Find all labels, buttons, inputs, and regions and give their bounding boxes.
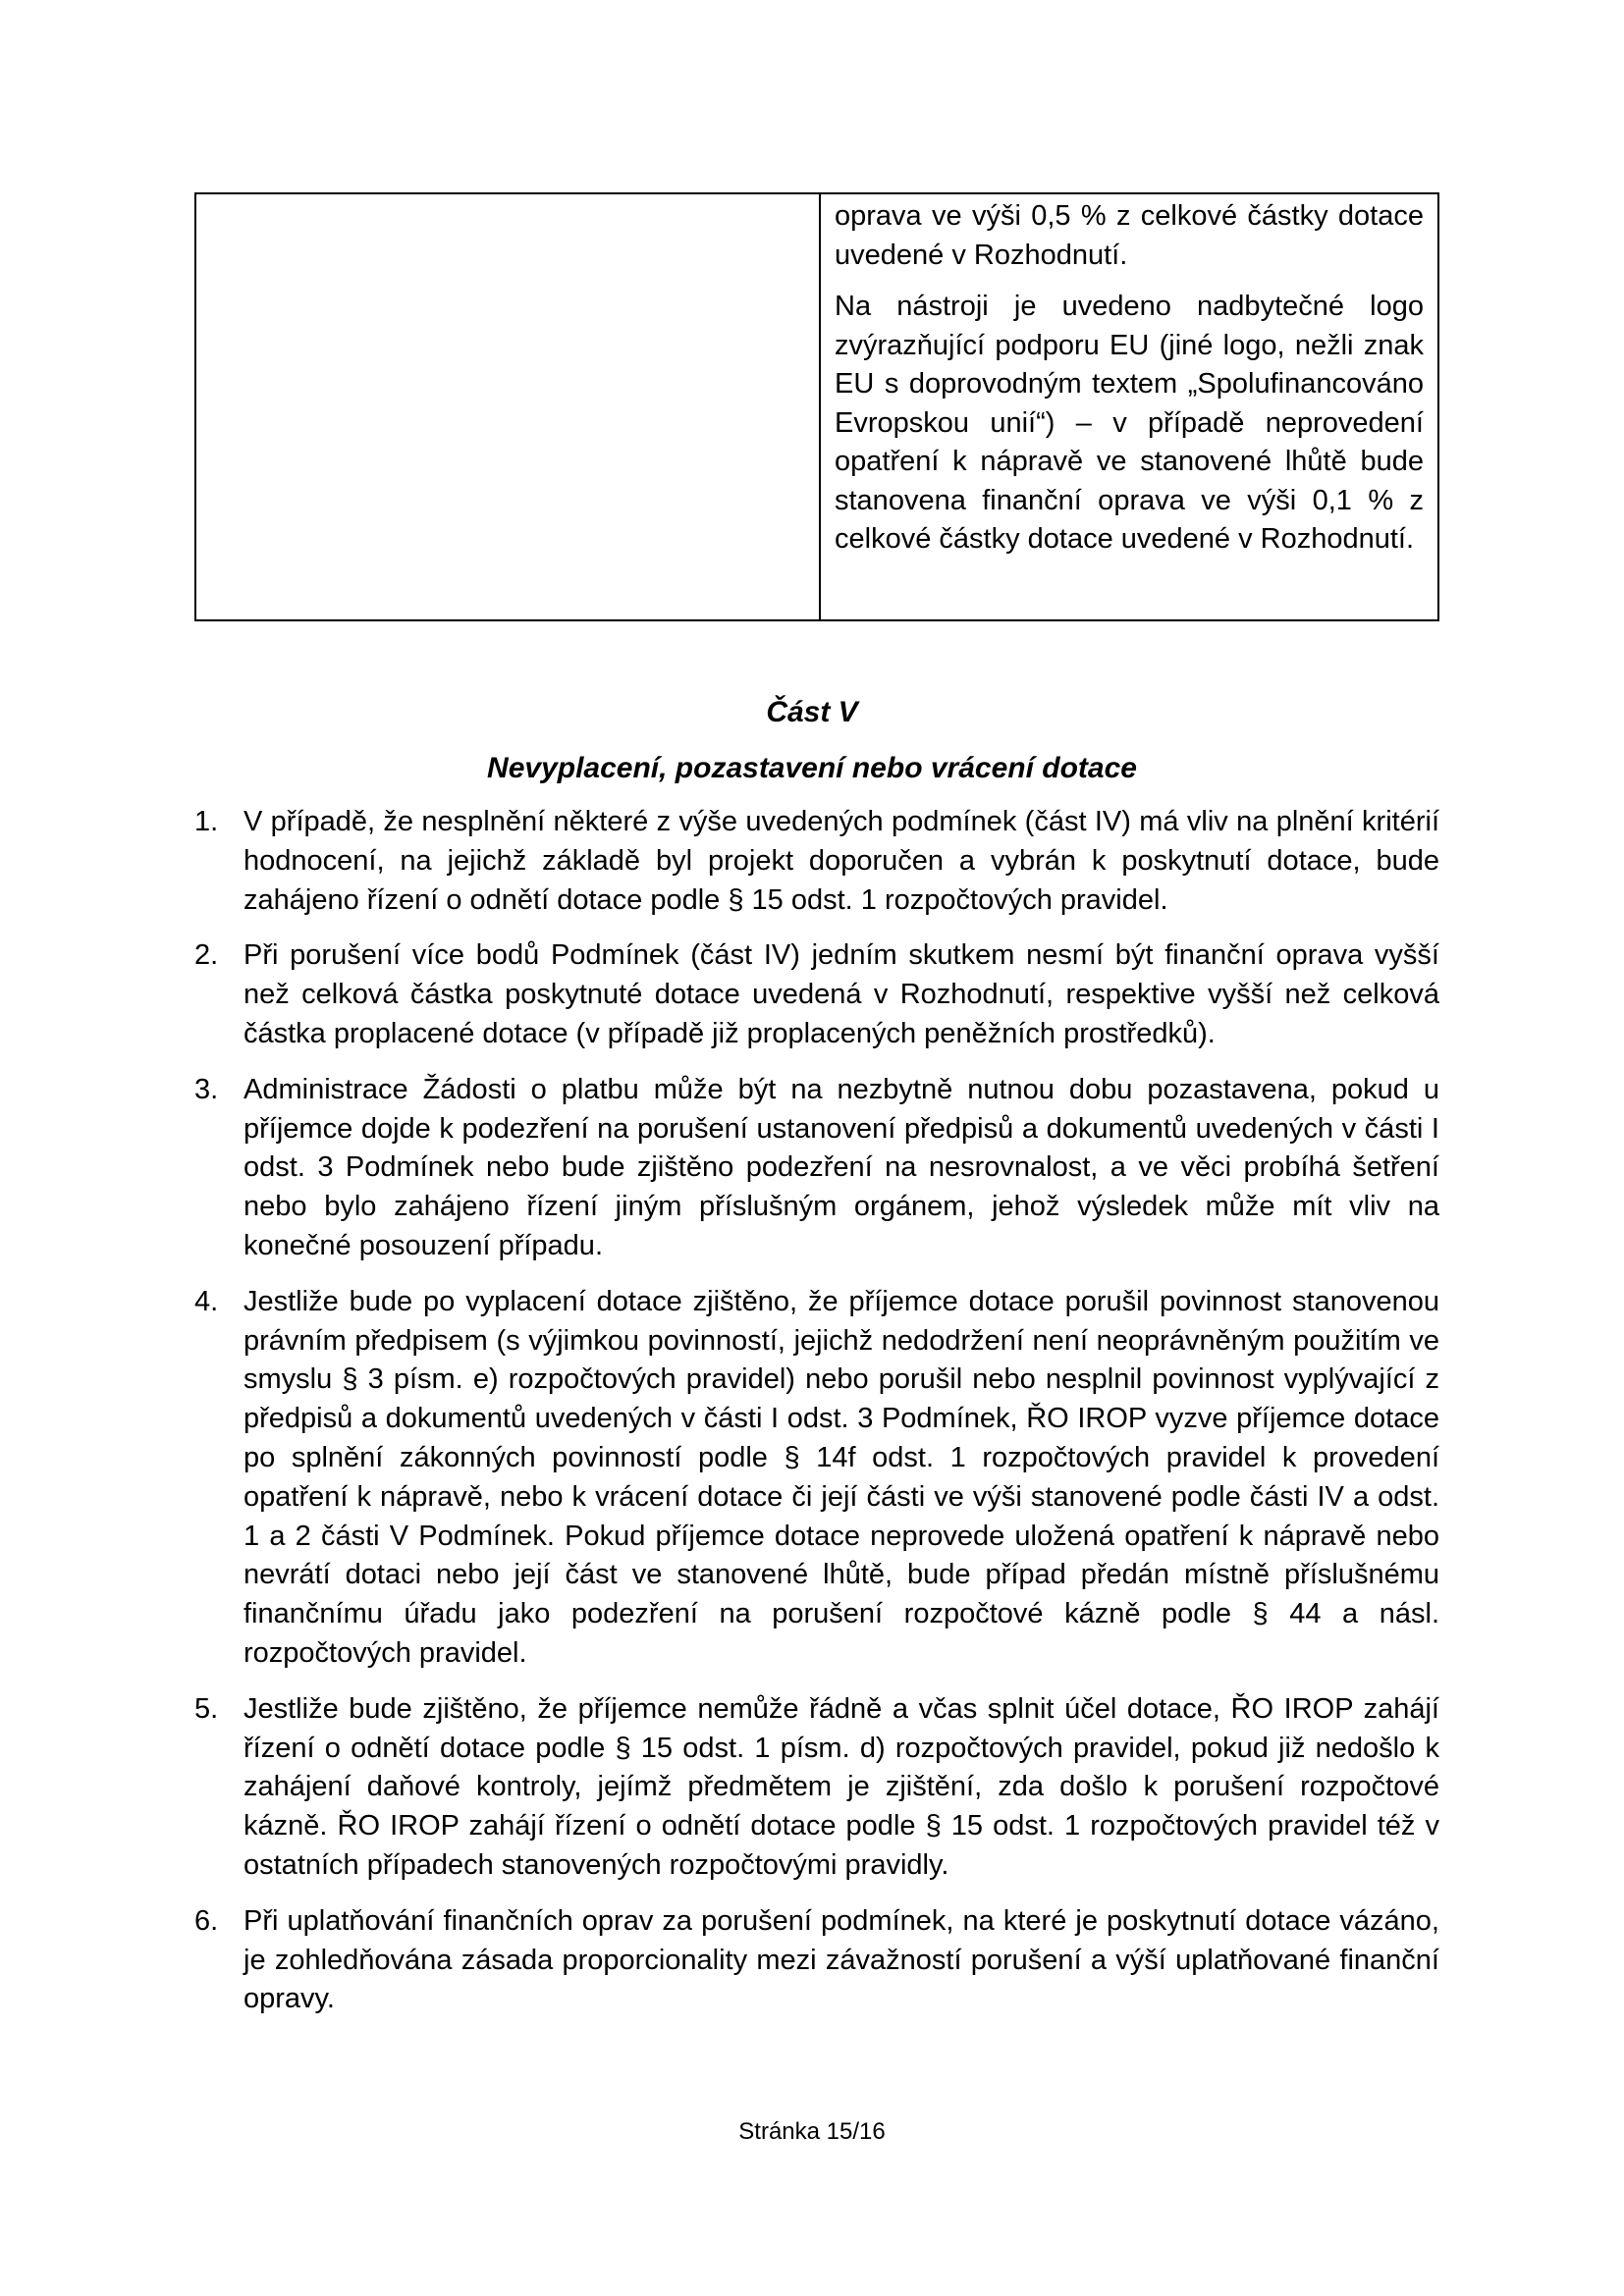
- section-title: Část V: [766, 696, 858, 728]
- list-item: [194, 1283, 1439, 1674]
- list-item: [194, 1690, 1439, 1886]
- list-item-text: Jestliže bude zjištěno, že příjemce nemůže řádně a včas splnit účel dotace, ŘO IROP zahájí řízení o odnětí dotace podle § 15 odst. 1 písm. d) rozpočtových pravidel, pokud již nedošlo k zahájení daňové kontroly, jejímž předmětem je zjištění, zda došlo k porušení rozpočtové kázně. ŘO IROP zahájí řízení o odnětí dotace podle § 15 odst. 1 rozpočtových pravidel též v ostatních případech stanovených rozpočtovými pravidly.: [244, 1692, 1439, 1881]
- table-cell-paragraph: oprava ve výši 0,5 % z celkové částky dotace uvedené v Rozhodnutí.: [835, 200, 1424, 271]
- section-subtitle: Nevyplacení, pozastavení nebo vrácení dotace: [487, 752, 1137, 784]
- list-item-text: Administrace Žádosti o platbu může být na nezbytně nutnou dobu pozastavena, pokud u příjemce dojde k podezření na porušení ustanovení předpisů a dokumentů uvedených v části I odst. 3 Podmínek nebo bude zjištěno podezření na nesrovnalost, a ve věci probíhá šetření nebo bylo zahájeno řízení jiným příslušným orgánem, jehož výsledek může mít vliv na konečné posouzení případu.: [244, 1073, 1439, 1261]
- list-item: [194, 936, 1439, 1053]
- table-cell-paragraph: Na nástroji je uvedeno nadbytečné logo zvýrazňující podporu EU (jiné logo, nežli znak EU s doprovodným textem „Spolufinancováno Evropskou unií“) – v případě neprovedení opatření k nápravě ve stanovené lhůtě bude stanovena finanční oprava ve výši 0,1 % z celkové částky dotace uvedené v Rozhodnutí.: [835, 291, 1424, 555]
- list-item-number: 4.: [194, 1285, 219, 1317]
- list-item-number: 6.: [194, 1904, 219, 1937]
- page-number-footer: Stránka 15/16: [738, 2118, 886, 2145]
- conditions-table: [194, 192, 1439, 621]
- list-item-number: 3.: [194, 1073, 219, 1105]
- list-item: [194, 1071, 1439, 1266]
- numbered-list: [194, 803, 1439, 2036]
- list-item-number: 1.: [194, 806, 219, 837]
- list-item: [194, 803, 1439, 920]
- list-item-number: 2.: [194, 939, 219, 972]
- list-item-number: 5.: [194, 1692, 219, 1725]
- list-item: [194, 1902, 1439, 2019]
- table-cell-right: [835, 194, 1424, 560]
- list-item-text: V případě, že nesplnění některé z výše uvedených podmínek (část IV) má vliv na plnění kritérií hodnocení, na jejichž základě byl projekt doporučen a vybrán k poskytnutí dotace, bude zahájeno řízení o odnětí dotace podle § 15 odst. 1 rozpočtových pravidel.: [244, 806, 1439, 916]
- list-item-text: Při porušení více bodů Podmínek (část IV) jedním skutkem nesmí být finanční oprava vyšší než celková částka poskytnuté dotace uvedená v Rozhodnutí, respektive vyšší než celková částka proplacené dotace (v případě již proplacených peněžních prostředků).: [244, 939, 1439, 1049]
- table-column-divider: [819, 194, 821, 619]
- list-item-text: Při uplatňování finančních oprav za porušení podmínek, na které je poskytnutí dotace vázáno, je zohledňována zásada proporcionality mezi závažností porušení a výší uplatňované finanční opravy.: [244, 1904, 1439, 2015]
- list-item-text: Jestliže bude po vyplacení dotace zjištěno, že příjemce dotace porušil povinnost stanovenou právním předpisem (s výjimkou povinností, jejichž nedodržení není neoprávněným použitím ve smyslu § 3 písm. e) rozpočtových pravidel) nebo porušil nebo nesplnil povinnost vyplývající z předpisů a dokumentů uvedených v části I odst. 3 Podmínek, ŘO IROP vyzve příjemce dotace po splnění zákonných povinností podle § 14f odst. 1 rozpočtových pravidel k provedení opatření k nápravě, nebo k vrácení dotace či její části ve výši stanovené podle části IV a odst. 1 a 2 části V Podmínek. Pokud příjemce dotace neprovede uložená opatření k nápravě nebo nevrátí dotaci nebo její část ve stanovené lhůtě, bude případ předán místně příslušnému finančnímu úřadu jako podezření na porušení rozpočtové kázně podle § 44 a násl. rozpočtových pravidel.: [244, 1285, 1439, 1669]
